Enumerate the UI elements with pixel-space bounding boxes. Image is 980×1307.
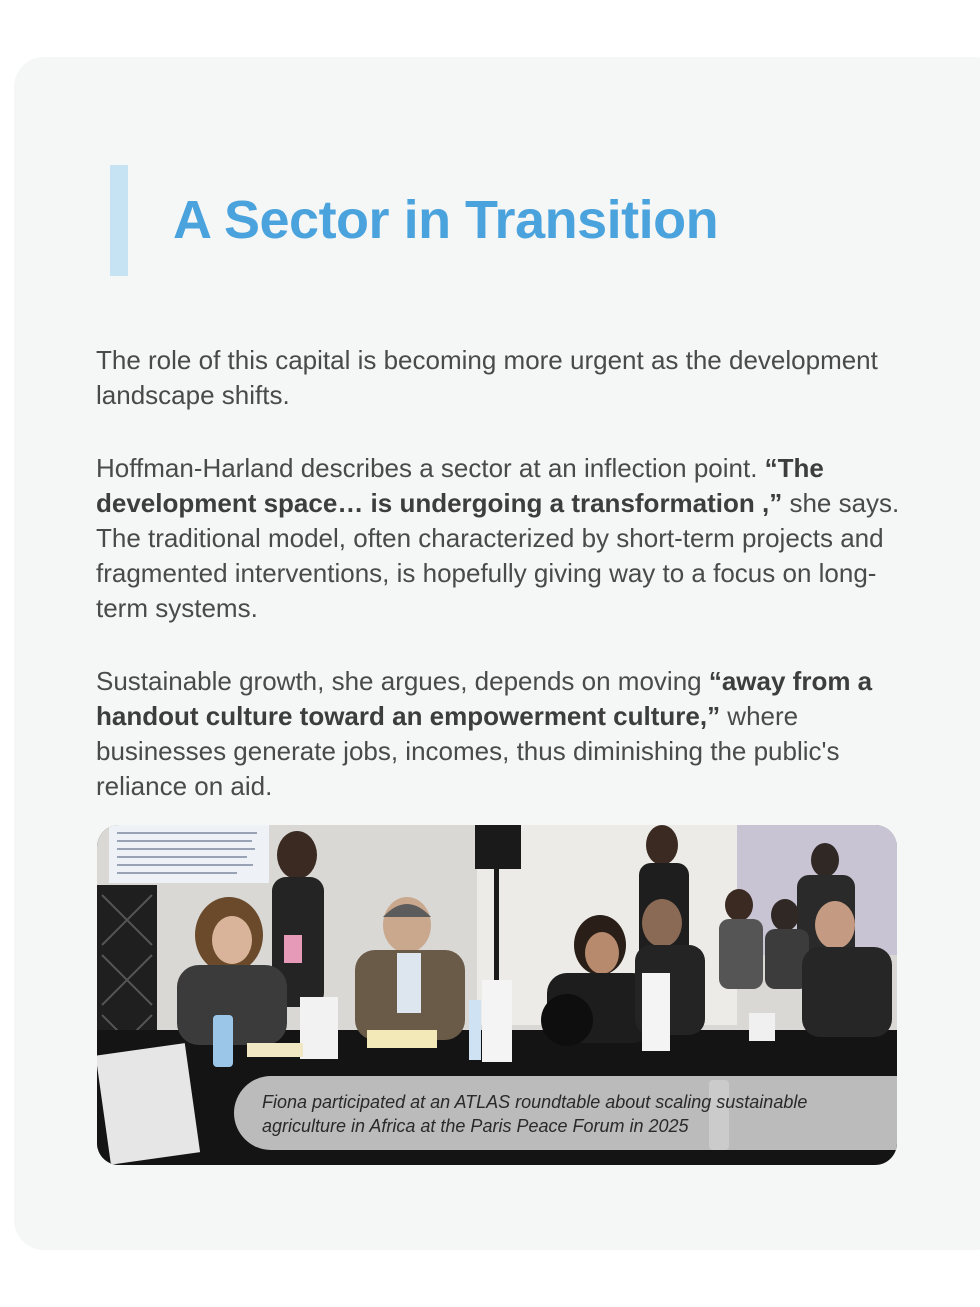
paragraph-intro: The role of this capital is becoming more urgent as the development landscape shifts. [96, 345, 878, 410]
paragraph-inflection-rest: she says. The traditional model, often characterized by short-term projects and fragmented interventions, is hopefully giving way to a focus on long-term systems. [96, 488, 900, 623]
roundtable-photo [97, 825, 897, 1165]
pull-quote-transformation: “The development space… is undergoing a transformation ,” [96, 453, 824, 518]
heading-accent-bar [110, 165, 128, 276]
photo-caption: Fiona participated at an ATLAS roundtable about scaling sustainable agriculture in Africa at the Paris Peace Forum in 2025 [262, 1092, 808, 1136]
paragraph-inflection [96, 451, 906, 626]
page-title: A Sector in Transition [173, 190, 719, 250]
paragraph-empowerment-rest: where businesses generate jobs, incomes, thus diminishing the public's reliance on aid. [96, 701, 840, 801]
paragraph-empowerment-lead: Sustainable growth, she argues, depends on moving [96, 666, 709, 696]
paragraph-inflection-lead: Hoffman-Harland describes a sector at an inflection point. [96, 453, 765, 483]
pull-quote-empowerment: “away from a handout culture toward an empowerment culture,” [96, 666, 873, 731]
paragraph-empowerment [96, 664, 906, 804]
photo-caption-box [234, 1076, 897, 1150]
